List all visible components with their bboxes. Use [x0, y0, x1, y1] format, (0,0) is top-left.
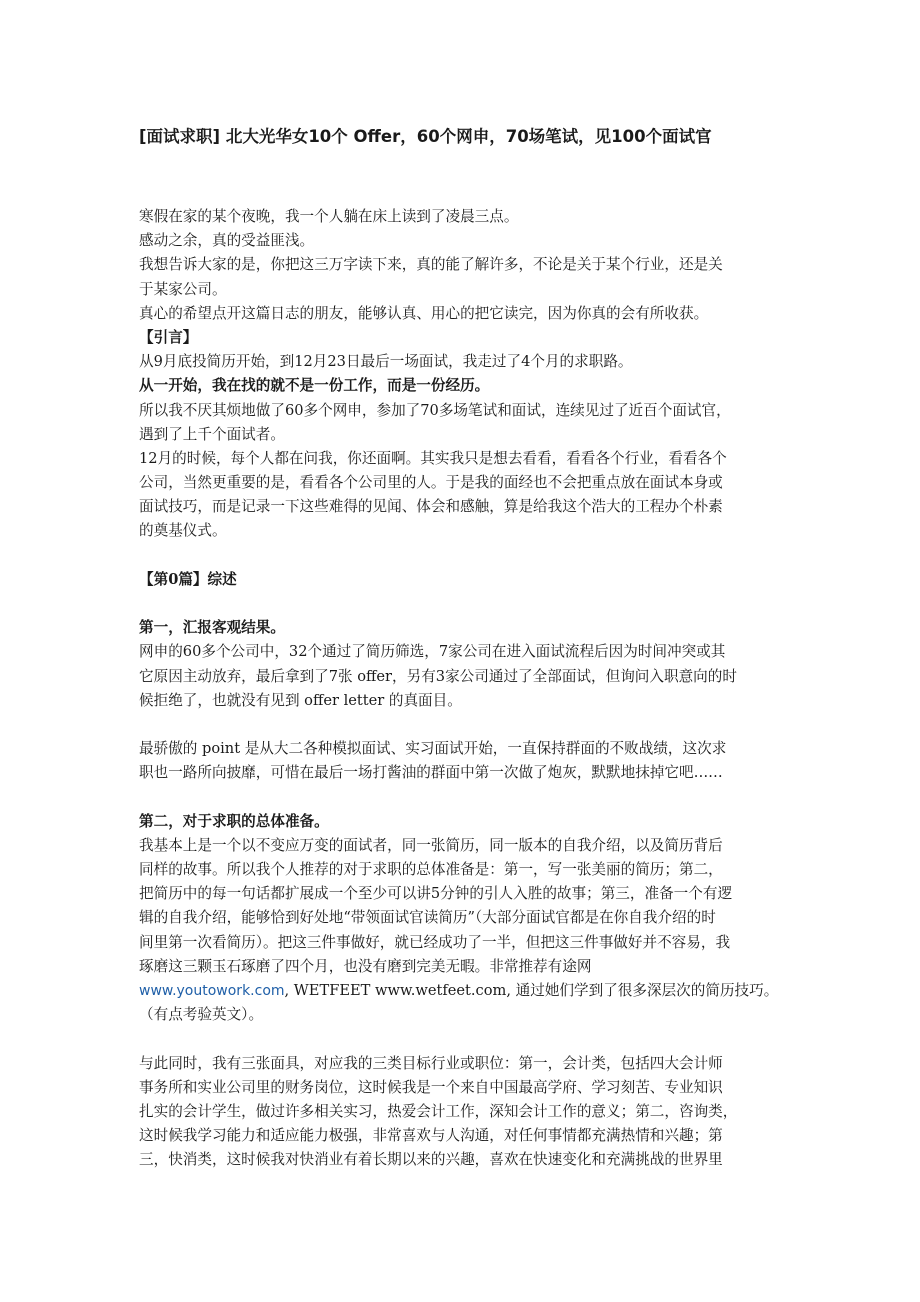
section-heading-overview: 【第0篇】综述	[139, 570, 237, 588]
paragraph-line: 寒假在家的某个夜晚，我一个人躺在床上读到了凌晨三点。	[139, 208, 519, 225]
paragraph-line: 最骄傲的 point 是从大二各种模拟面试、实习面试开始，一直保持群面的不败战绩，这次求	[139, 740, 727, 758]
paragraph-line: 真心的希望点开这篇日志的朋友，能够认真、用心的把它读完，因为你真的会有所收获。	[139, 304, 709, 322]
paragraph-line: 候拒绝了，也就没有见到 offer letter 的真面目。	[139, 691, 462, 709]
paragraph-line: 这时候我学习能力和适应能力极强，非常喜欢与人沟通，对任何事情都充满热情和兴趣；第	[139, 1127, 723, 1145]
paragraph-line: 辑的自我介绍，能够恰到好处地“带领面试官读简历”（大部分面试官都是在你自我介绍的时	[139, 909, 716, 927]
paragraph-line: （有点考验英文）。	[139, 1006, 264, 1024]
section-heading-introduction: 【引言】	[139, 328, 198, 346]
paragraph-gap	[139, 544, 804, 568]
paragraph-line: 三，快消类，这时候我对快消业有着长期以来的兴趣，喜欢在快速变化和充满挑战的世界里	[139, 1151, 723, 1169]
paragraph-line: 它原因主动放弃，最后拿到了7张 offer，另有3家公司通过了全部面试，但询问入职意向的时	[139, 667, 737, 685]
paragraph-line: 同样的故事。所以我个人推荐的对于求职的总体准备是：第一，写一张美丽的简历；第二，	[139, 861, 723, 879]
subheading-results: 第一，汇报客观结果。	[139, 619, 285, 637]
paragraph-line: 网申的60多个公司中，32个通过了简历筛选，7家公司在进入面试流程后因为时间冲突或其	[139, 643, 726, 661]
paragraph-line: 琢磨这三颗玉石琢磨了四个月，也没有磨到完美无暇。非常推荐有途网	[139, 957, 592, 975]
paragraph-line: 与此同时，我有三张面具，对应我的三类目标行业或职位：第一，会计类，包括四大会计师	[139, 1054, 723, 1072]
bold-statement: 从一开始，我在找的就不是一份工作，而是一份经历。	[139, 377, 490, 395]
document-title: [面试求职] 北大光华女10个 Offer，60个网申，70场笔试，见100个面试官	[139, 127, 712, 146]
paragraph-line: 12月的时候，每个人都在问我，你还面啊。其实我只是想去看看，看看各个行业，看看各个	[139, 449, 727, 467]
link-line-text: , WETFEET www.wetfeet.com, 通过她们学到了很多深层次的简历技巧。	[284, 982, 779, 999]
paragraph-line: 所以我不厌其烦地做了60多个网申，参加了70多场笔试和面试，连续见过了近百个面试官，	[139, 401, 731, 419]
paragraph-gap	[139, 713, 804, 737]
paragraph-line: 遇到了上千个面试者。	[139, 425, 285, 443]
paragraph-line: 从9月底投简历开始，到12月23日最后一场面试，我走过了4个月的求职路。	[139, 353, 633, 371]
paragraph-line: 于某家公司。	[139, 280, 227, 298]
paragraph-line-with-link	[139, 979, 804, 1003]
youtowork-link[interactable]: www.youtowork.com	[139, 983, 285, 999]
paragraph-line: 我想告诉大家的是，你把这三万字读下来，真的能了解许多，不论是关于某个行业，还是关	[139, 256, 723, 274]
paragraph-line: 我基本上是一个以不变应万变的面试者，同一张简历，同一版本的自我介绍，以及简历背后	[139, 836, 723, 854]
paragraph-line: 面试技巧，而是记录一下这些难得的见闻、体会和感触，算是给我这个浩大的工程办个朴素	[139, 498, 723, 516]
paragraph-line: 感动之余，真的受益匪浅。	[139, 232, 315, 250]
paragraph-line: 把简历中的每一句话都扩展成一个至少可以讲5分钟的引人入胜的故事；第三，准备一个有逻	[139, 885, 733, 903]
paragraph-line: 的奠基仪式。	[139, 522, 227, 540]
paragraph-gap	[139, 1027, 804, 1051]
paragraph-line: 事务所和实业公司里的财务岗位，这时候我是一个来自中国最高学府、学习刻苦、专业知识	[139, 1078, 723, 1096]
document-body	[139, 205, 804, 1173]
paragraph-line: 扎实的会计学生，做过许多相关实习，热爱会计工作，深知会计工作的意义；第二，咨询类，	[139, 1102, 738, 1120]
paragraph-gap	[139, 592, 804, 616]
paragraph-line: 公司，当然更重要的是，看看各个公司里的人。于是我的面经也不会把重点放在面试本身或	[139, 474, 723, 492]
paragraph-line: 职也一路所向披靡，可惜在最后一场打酱油的群面中第一次做了炮灰，默默地抹掉它吧……	[139, 764, 723, 782]
paragraph-line: 间里第一次看简历）。把这三件事做好，就已经成功了一半，但把这三件事做好并不容易，我	[139, 933, 731, 951]
paragraph-gap	[139, 786, 804, 810]
subheading-preparation: 第二，对于求职的总体准备。	[139, 812, 329, 830]
